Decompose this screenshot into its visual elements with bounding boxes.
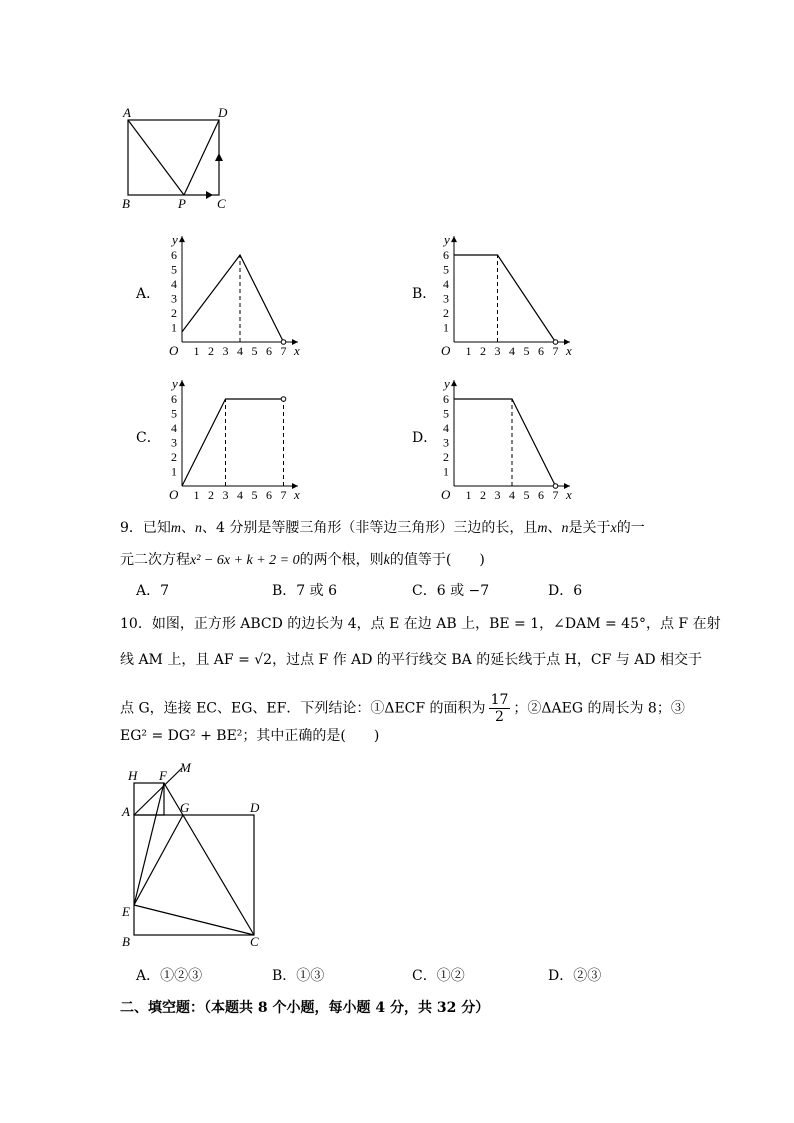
y-tick-label: 6 xyxy=(443,248,449,262)
label-e: E xyxy=(122,904,130,919)
label-h: H xyxy=(128,768,138,783)
rectangle-abcd xyxy=(128,120,219,195)
q9-equation: x² − 6x + k + 2 = 0 xyxy=(190,553,300,568)
label-b: B xyxy=(122,934,130,949)
y-axis-label: y xyxy=(444,232,450,248)
fraction xyxy=(489,692,511,725)
x-tick-label: 1 xyxy=(465,488,472,502)
y-tick-label: 3 xyxy=(171,435,177,450)
q9-option-a[interactable]: A．7 xyxy=(136,583,170,599)
q9-text: 的值等于( ) xyxy=(389,552,485,568)
q10-line3 xyxy=(120,692,685,725)
var-k: k xyxy=(383,553,390,568)
q9-text: 是关于 xyxy=(568,520,611,536)
q9-text: 、4 分别是等腰三角形（非等边三角形）三边的长，且 xyxy=(202,520,538,536)
option-a-label: A． xyxy=(136,286,161,302)
q10-text: ；②ΔAEG 的周长为 8；③ xyxy=(513,700,685,717)
q10-line1: 10．如图，正方形 ABCD 的边长为 4，点 E 在边 AB 上，BE = 1，∠DAM = 45°，点 F 在射 xyxy=(120,616,721,632)
x-axis-label: x xyxy=(566,343,572,358)
section2-title: 二、填空题：（本题共 8 个小题，每小题 4 分，共 32 分） xyxy=(120,1000,490,1016)
q9-line1 xyxy=(120,518,645,539)
q10-figure xyxy=(118,760,278,952)
y-tick-label: 1 xyxy=(443,464,449,479)
q9-option-c[interactable]: C．6 或 −7 xyxy=(412,583,490,599)
label-f: F xyxy=(159,768,167,783)
var-m: m xyxy=(170,521,182,536)
y-arrow-icon xyxy=(179,380,185,386)
q10-option-c[interactable]: C．①② xyxy=(412,968,465,984)
x-tick-label: 1 xyxy=(465,344,472,358)
x-axis-label: x xyxy=(294,487,300,502)
open-endpoint xyxy=(553,484,558,489)
y-tick-label: 3 xyxy=(443,291,449,306)
q9-text: 的两个根，则 xyxy=(299,552,384,568)
y-tick-label: 4 xyxy=(171,421,177,435)
label-c: C xyxy=(250,934,259,949)
y-tick-label: 2 xyxy=(443,450,449,464)
y-tick-label: 1 xyxy=(443,320,449,335)
graph-option-b xyxy=(436,230,586,360)
segment-ap xyxy=(128,120,184,195)
label-c: C xyxy=(217,196,226,211)
origin-label: O xyxy=(441,343,451,358)
label-d: D xyxy=(218,105,228,120)
x-tick-label: 1 xyxy=(193,488,200,502)
y-axis-label: y xyxy=(172,376,178,392)
x-tick-label: 5 xyxy=(251,488,258,502)
origin-label: O xyxy=(441,487,451,502)
segment-dp xyxy=(184,120,219,195)
y-tick-label: 6 xyxy=(171,248,177,262)
origin-label: O xyxy=(169,343,179,358)
y-tick-label: 5 xyxy=(171,262,177,277)
y-tick-label: 5 xyxy=(443,406,449,421)
fraction-numerator: 17 xyxy=(490,692,509,708)
q9-option-b[interactable]: B．7 或 6 xyxy=(272,583,338,599)
q10-option-a[interactable]: A．①②③ xyxy=(136,968,203,984)
x-tick-label: 3 xyxy=(494,344,501,358)
y-tick-label: 1 xyxy=(171,320,177,335)
q8-figure xyxy=(118,104,248,214)
q10-option-b[interactable]: B．①③ xyxy=(272,968,325,984)
y-arrow-icon xyxy=(179,236,185,242)
q10-line4: EG² = DG² + BE²；其中正确的是( ) xyxy=(120,728,380,744)
y-tick-label: 5 xyxy=(443,262,449,277)
arrow-up-icon xyxy=(215,153,223,161)
label-d: D xyxy=(250,800,260,815)
x-tick-label: 7 xyxy=(280,488,287,502)
option-d-label: D． xyxy=(412,430,438,446)
y-arrow-icon xyxy=(451,380,457,386)
x-tick-label: 5 xyxy=(523,488,530,502)
graph-option-c xyxy=(164,374,314,504)
option-c-label: C． xyxy=(136,430,161,446)
segment-ec xyxy=(134,905,254,935)
graph-line xyxy=(182,399,284,486)
option-b-label: B． xyxy=(412,286,437,302)
label-a: A xyxy=(123,105,131,120)
y-tick-label: 4 xyxy=(443,277,449,291)
x-tick-label: 3 xyxy=(222,488,229,502)
x-tick-label: 6 xyxy=(538,488,544,502)
q9-text: 元二次方程 xyxy=(120,552,190,568)
x-tick-label: 3 xyxy=(222,344,229,358)
x-tick-label: 7 xyxy=(552,488,559,502)
arrow-right-icon xyxy=(206,191,213,199)
sep: 、 xyxy=(547,520,562,536)
var-m: m xyxy=(537,521,548,536)
sep: 、 xyxy=(181,520,196,536)
y-tick-label: 4 xyxy=(443,421,449,435)
segment-ef xyxy=(134,783,164,905)
q9-option-d[interactable]: D．6 xyxy=(548,583,583,599)
y-axis-label: y xyxy=(172,232,178,248)
x-tick-label: 6 xyxy=(266,488,272,502)
y-axis-label: y xyxy=(444,376,450,392)
q9-text: 9．已知 xyxy=(120,520,171,536)
x-axis-label: x xyxy=(566,487,572,502)
y-tick-label: 3 xyxy=(443,435,449,450)
q10-line2: 线 AM 上，且 AF = √2，过点 F 作 AD 的平行线交 BA 的延长线于点 H，CF 与 AD 相交于 xyxy=(120,652,702,668)
open-endpoint xyxy=(281,397,286,402)
y-tick-label: 2 xyxy=(171,450,177,464)
label-g: G xyxy=(180,800,190,815)
y-tick-label: 2 xyxy=(443,306,449,320)
y-tick-label: 6 xyxy=(443,392,449,406)
graph-option-a xyxy=(164,230,314,360)
label-m: M xyxy=(180,760,191,775)
x-tick-label: 5 xyxy=(251,344,258,358)
x-tick-label: 3 xyxy=(494,488,501,502)
graph-line xyxy=(182,255,284,342)
x-tick-label: 1 xyxy=(193,344,200,358)
q9-text: 的一 xyxy=(616,520,645,536)
x-tick-label: 6 xyxy=(538,344,544,358)
label-p: P xyxy=(178,196,186,211)
x-tick-label: 4 xyxy=(509,488,515,502)
y-tick-label: 3 xyxy=(171,291,177,306)
label-a: A xyxy=(122,804,130,819)
x-tick-label: 4 xyxy=(509,344,515,358)
graph-line xyxy=(454,399,556,486)
label-b: B xyxy=(122,196,130,211)
open-endpoint xyxy=(553,340,558,345)
x-tick-label: 2 xyxy=(480,488,486,502)
x-tick-label: 4 xyxy=(237,488,243,502)
x-tick-label: 2 xyxy=(208,488,214,502)
y-arrow-icon xyxy=(451,236,457,242)
y-tick-label: 2 xyxy=(171,306,177,320)
origin-label: O xyxy=(169,487,179,502)
var-n: n xyxy=(561,521,569,536)
segment-fc xyxy=(164,783,254,935)
y-tick-label: 5 xyxy=(171,406,177,421)
q9-line2 xyxy=(120,550,485,571)
x-tick-label: 7 xyxy=(552,344,559,358)
x-tick-label: 4 xyxy=(237,344,243,358)
graph-option-d xyxy=(436,374,586,504)
q10-option-d[interactable]: D．②③ xyxy=(548,968,602,984)
x-tick-label: 2 xyxy=(480,344,486,358)
x-tick-label: 6 xyxy=(266,344,272,358)
y-tick-label: 6 xyxy=(171,392,177,406)
x-tick-label: 5 xyxy=(523,344,530,358)
fraction-denominator: 2 xyxy=(495,709,504,725)
y-tick-label: 4 xyxy=(171,277,177,291)
x-axis-label: x xyxy=(294,343,300,358)
open-endpoint xyxy=(281,340,286,345)
segment-eg xyxy=(134,815,183,905)
graph-line xyxy=(454,255,556,342)
y-tick-label: 1 xyxy=(171,464,177,479)
x-tick-label: 2 xyxy=(208,344,214,358)
var-n: n xyxy=(195,521,203,536)
var-x: x xyxy=(610,521,617,536)
x-tick-label: 7 xyxy=(280,344,287,358)
q10-text: 点 G，连接 EC、EG、EF．下列结论：①ΔECF 的面积为 xyxy=(120,700,486,717)
